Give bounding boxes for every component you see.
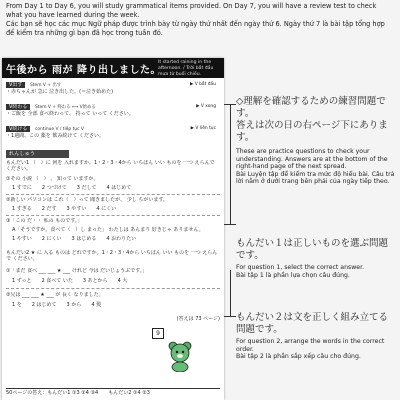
question-stem: ③「この だ・・ 私の ものです。」	[6, 218, 83, 224]
divider	[6, 194, 220, 195]
grammar-item	[6, 126, 220, 139]
page-number: 9	[152, 328, 164, 339]
callout-line	[224, 224, 236, 225]
callout-line	[224, 316, 236, 317]
note-vietnamese: Bài tập 1 là phần lựa chọn câu đúng.	[236, 271, 350, 279]
lesson-title-bar	[2, 58, 224, 78]
note-heading: 答えは次の日の右ページ下にあります。	[236, 120, 388, 143]
previous-answers-footer: 50ページの答え：もんだい1 ①3 ②4 ③4 もんだい2 ①4 ②3	[6, 388, 220, 398]
question-options: A「そうですか。食べて（ ）し まった」 わたしは あんまり 好きじゃ ありません。	[12, 227, 204, 233]
note-vietnamese: Bài Luyện tập để kiểm tra mức độ hiểu bài. Câu trả lời nằm ở dưới trang bên phải của ngày tiếp theo.	[236, 170, 395, 186]
note-vietnamese: Bài tập 2 là phần sắp xếp câu cho đúng.	[236, 353, 361, 361]
intro-english: From Day 1 to Day 6, you will study grammatical items provided. On Day 7, you will have a review test to check what you have learned during the week.	[6, 2, 377, 19]
grammar-meaning: ▶ V liên tục	[190, 126, 216, 131]
sidebar-note-question2	[236, 312, 396, 361]
question-options: 1 ずっと 2 食べて いた 3 あとから 4 大	[12, 278, 128, 284]
sidebar-note-practice	[236, 96, 396, 186]
question-stem: ①「まだ 食べ ___ ___ ★ ___ けれど 今は だいじょうぶです。」	[6, 268, 148, 274]
lesson-title-translation: It started raining in the afternoon. / Trời bắt đầu mưa từ buổi chiều.	[158, 60, 214, 77]
grammar-tag: V終わる	[6, 104, 30, 110]
question-stem: ②兄は ___ ___ ★ ___ が 長く なりました。	[6, 292, 104, 298]
grammar-form: Stem V + 出す	[30, 83, 62, 88]
callout-line	[230, 104, 231, 224]
question-stem: ②新しい パソコンは これ（ ）って 聞きましたが、 少し ちがいます。	[6, 197, 168, 203]
textbook-page	[2, 58, 224, 400]
grammar-form: continue V / tiếp tục V	[35, 127, 84, 132]
question-options: 1 やすい 2 にくい 3 はじめる 4 おわりたい	[12, 236, 137, 242]
question-options: 1 を 2 はじめて 3 から 4 髪	[12, 302, 102, 308]
callout-line	[230, 270, 231, 316]
divider	[6, 288, 220, 289]
note-heading: ◇理解を確認するための練習問題です。	[236, 96, 386, 119]
sidebar-note-question1	[236, 238, 396, 279]
intro-text	[6, 2, 394, 37]
exercise-label: れんしゅう	[6, 150, 69, 158]
grammar-meaning: ▶ V xong	[196, 104, 216, 109]
question1-instruction: もんだい1 （ ）に 何を 入れますか。1・2・3・4から いちばん いい ものを 一つ えらんで ください。	[6, 160, 215, 173]
grammar-form: Stem V + 終わる ⟷ V始める	[35, 105, 96, 110]
divider	[6, 215, 220, 216]
grammar-item	[6, 82, 220, 95]
question-stem: ①その 小説 （ ） 、 知って いますか。	[6, 176, 99, 182]
grammar-meaning: ▶ V bắt đầu	[189, 82, 216, 87]
grammar-example: ・ご飯を 全部 食べ終わって、 持って いって ください。	[6, 111, 134, 118]
question-options: 1 すぎる 2 だす 3 やすい 4 にくい	[12, 206, 117, 212]
note-english: These are practice questions to check your understanding. Answers are at the bottom of the right-hand page of the next spread.	[236, 148, 388, 171]
bear-mascot-icon	[166, 340, 194, 372]
note-heading: もんだい２は文を正しく組み立てる問題です。	[236, 312, 389, 335]
note-heading: もんだい１は正しいものを選ぶ問題です。	[236, 238, 389, 261]
question-options: 1 すでに 2 つづけて 3 だして 4 はじめて	[12, 185, 132, 191]
question2-instruction: もんだい2 ★ に 入る ものは どれですか。1・2・3・4から いちばん いい ものを 一つ えらんで ください。	[6, 250, 218, 263]
grammar-item	[6, 104, 220, 117]
answer-page-note: (答えは 73 ページ)	[176, 316, 220, 322]
grammar-example: ・1週間、この 薬を 飲み続けて ください。	[6, 133, 104, 140]
note-english: For question 1, select the correct answer.	[236, 264, 365, 271]
intro-vietnamese: Các bạn sẽ học các mục Ngữ pháp được trình bày từ ngày thứ nhất đến ngày thứ 6. Ngày thứ 7 là bài tập tổng hợp để kiểm tra những gì bạn đã học trong tuần đó.	[6, 20, 385, 37]
grammar-tag: V出す	[6, 82, 25, 88]
grammar-example: ・赤ちゃんが 急に 泣き出した。(＝泣き始めた)	[6, 89, 114, 96]
note-english: For question 2, arrange the words in the correct order.	[236, 338, 385, 353]
grammar-tag: V続ける	[6, 126, 30, 132]
lesson-title: 午後から 雨が 降り出しました。	[6, 65, 161, 76]
